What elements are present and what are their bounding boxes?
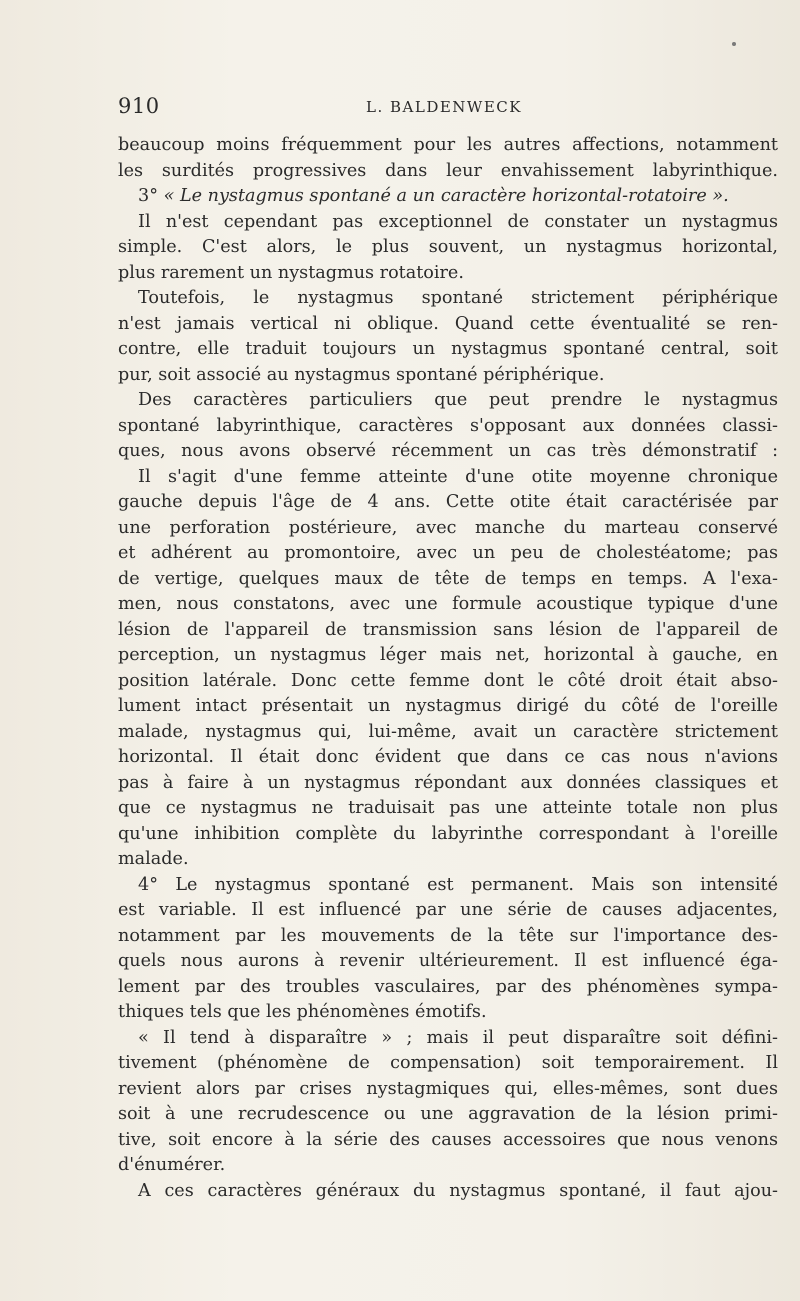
list-number: 3° <box>138 186 164 206</box>
text-line: lement par des troubles vasculaires, par des phénomènes sympa- <box>118 976 778 997</box>
italic-heading: « Le nystagmus spontané a un caractère horizontal-rotatoire ». <box>163 186 729 206</box>
text-line: contre, elle traduit toujours un nystagmus spontané central, soit <box>118 339 778 359</box>
text-line: tivement (phénomène de compensation) soit temporairement. Il <box>118 1053 778 1073</box>
text-line: perception, un nystagmus léger mais net, horizontal à gauche, en <box>118 645 778 665</box>
text-line: position latérale. Donc cette femme dont le côté droit était abso- <box>118 670 778 691</box>
text-line: une perforation postérieure, avec manche du marteau conservé <box>118 517 778 538</box>
text-line: thiques tels que les phénomènes émotifs. <box>118 1002 487 1022</box>
text-line: notamment par les mouvements de la tête sur l'importance des- <box>118 925 778 946</box>
text-line: Toutefois, le nystagmus spontané strictement périphérique <box>138 288 778 308</box>
body-text <box>118 133 778 1204</box>
text-line: revient alors par crises nystagmiques qui, elles-mêmes, sont dues <box>118 1078 778 1099</box>
text-line: Des caractères particuliers que peut prendre le nystagmus <box>138 390 778 410</box>
text-line: gauche depuis l'âge de 4 ans. Cette otite était caractérisée par <box>118 492 778 512</box>
page-header <box>118 94 778 122</box>
text-line: « Il tend à disparaître » ; mais il peut disparaître soit défini- <box>138 1027 778 1048</box>
running-head: L. BALDENWECK <box>366 98 522 116</box>
text-line: malade, nystagmus qui, lui-même, avait un caractère strictement <box>118 721 778 742</box>
text-line: A ces caractères généraux du nystagmus spontané, il faut ajou- <box>138 1180 778 1201</box>
text-line: Il n'est cependant pas exceptionnel de constater un nystagmus <box>138 211 778 232</box>
text-line: lument intact présentait un nystagmus dirigé du côté de l'oreille <box>118 696 778 716</box>
text-line: n'est jamais vertical ni oblique. Quand cette éventualité se ren- <box>118 313 778 334</box>
text-line: beaucoup moins fréquemment pour les autres affections, notamment <box>118 135 778 155</box>
text-line: est variable. Il est influencé par une série de causes adjacentes, <box>118 900 778 920</box>
text-line: 4° Le nystagmus spontané est permanent. Mais son intensité <box>138 874 778 895</box>
text-line: simple. C'est alors, le plus souvent, un nystagmus horizontal, <box>118 237 778 257</box>
text-line: qu'une inhibition complète du labyrinthe correspondant à l'oreille <box>118 823 778 844</box>
text-line: pas à faire à un nystagmus répondant aux données classiques et <box>118 772 778 793</box>
text-line: et adhérent au promontoire, avec un peu de cholestéatome; pas <box>118 543 778 563</box>
text-line: de vertige, quelques maux de tête de temps en temps. A l'exa- <box>118 568 778 589</box>
text-line: soit à une recrudescence ou une aggravation de la lésion primi- <box>118 1104 778 1124</box>
text-line: les surdités progressives dans leur envahissement labyrinthique. <box>118 160 778 181</box>
text-line: que ce nystagmus ne traduisait pas une atteinte totale non plus <box>118 798 778 818</box>
text-line: ques, nous avons observé récemment un cas très démonstratif : <box>118 441 778 461</box>
text-line: d'énumérer. <box>118 1155 226 1175</box>
text-line: men, nous constatons, avec une formule acoustique typique d'une <box>118 594 778 614</box>
text-line: plus rarement un nystagmus rotatoire. <box>118 262 464 283</box>
text-line: Il s'agit d'une femme atteinte d'une otite moyenne chronique <box>138 466 778 487</box>
text-line: pur, soit associé au nystagmus spontané périphérique. <box>118 364 605 385</box>
text-line: tive, soit encore à la série des causes accessoires que nous venons <box>118 1129 778 1150</box>
text-line: lésion de l'appareil de transmission sans lésion de l'appareil de <box>118 619 778 640</box>
text-line: malade. <box>118 849 189 869</box>
ink-speck <box>732 42 736 46</box>
text-line: spontané labyrinthique, caractères s'opposant aux données classi- <box>118 415 778 436</box>
text-line <box>118 184 778 210</box>
text-line: horizontal. Il était donc évident que dans ce cas nous n'avions <box>118 747 778 767</box>
text-line: quels nous aurons à revenir ultérieurement. Il est influencé éga- <box>118 951 778 971</box>
page-number: 910 <box>118 94 160 118</box>
